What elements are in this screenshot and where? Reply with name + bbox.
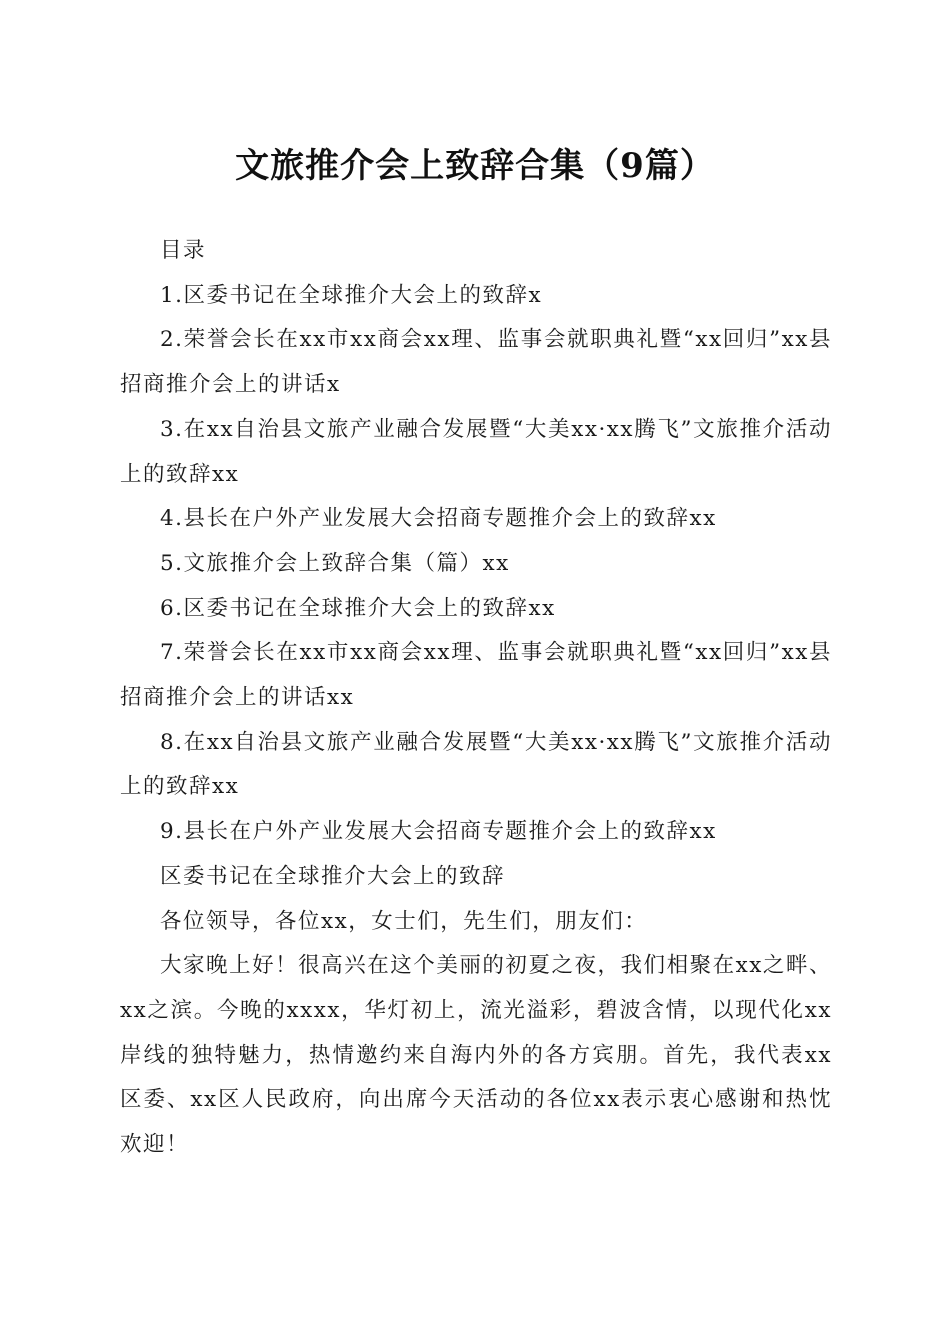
- toc-item: 2.荣誉会长在xx市xx商会xx理、监事会就职典礼暨“xx回归”xx县招商推介会上的讲话x: [120, 327, 832, 398]
- toc-item: 6.区委书记在全球推介大会上的致辞xx: [160, 595, 556, 621]
- toc-item: 1.区委书记在全球推介大会上的致辞x: [160, 282, 543, 308]
- body-paragraph: 大家晚上好！很高兴在这个美丽的初夏之夜，我们相聚在xx之畔、xx之滨。今晚的xxxx，华灯初上，流光溢彩，碧波含情，以现代化xx岸线的独特魅力，热情邀约来自海内外的各方宾朋。首先，我代表xx区委、xx区人民政府，向出席今天活动的各位xx表示衷心感谢和热忱欢迎！: [120, 953, 832, 1158]
- toc-item: 3.在xx自治县文旅产业融合发展暨“大美xx·xx腾飞”文旅推介活动上的致辞xx: [120, 416, 832, 487]
- document-body: [120, 229, 832, 1168]
- section-heading: 区委书记在全球推介大会上的致辞: [160, 863, 506, 889]
- toc-item: 4.县长在户外产业发展大会招商专题推介会上的致辞xx: [160, 506, 717, 532]
- toc-item: 7.荣誉会长在xx市xx商会xx理、监事会就职典礼暨“xx回归”xx县招商推介会上的讲话xx: [120, 640, 832, 711]
- toc-item: 9.县长在户外产业发展大会招商专题推介会上的致辞xx: [160, 819, 717, 845]
- toc-item: 8.在xx自治县文旅产业融合发展暨“大美xx·xx腾飞”文旅推介活动上的致辞xx: [120, 729, 832, 800]
- document-title: 文旅推介会上致辞合集（9篇）: [235, 146, 715, 186]
- toc-heading: 目录: [160, 238, 207, 263]
- salutation: 各位领导，各位xx，女士们，先生们，朋友们：: [160, 908, 648, 934]
- toc-item: 5.文旅推介会上致辞合集（篇）xx: [160, 550, 510, 576]
